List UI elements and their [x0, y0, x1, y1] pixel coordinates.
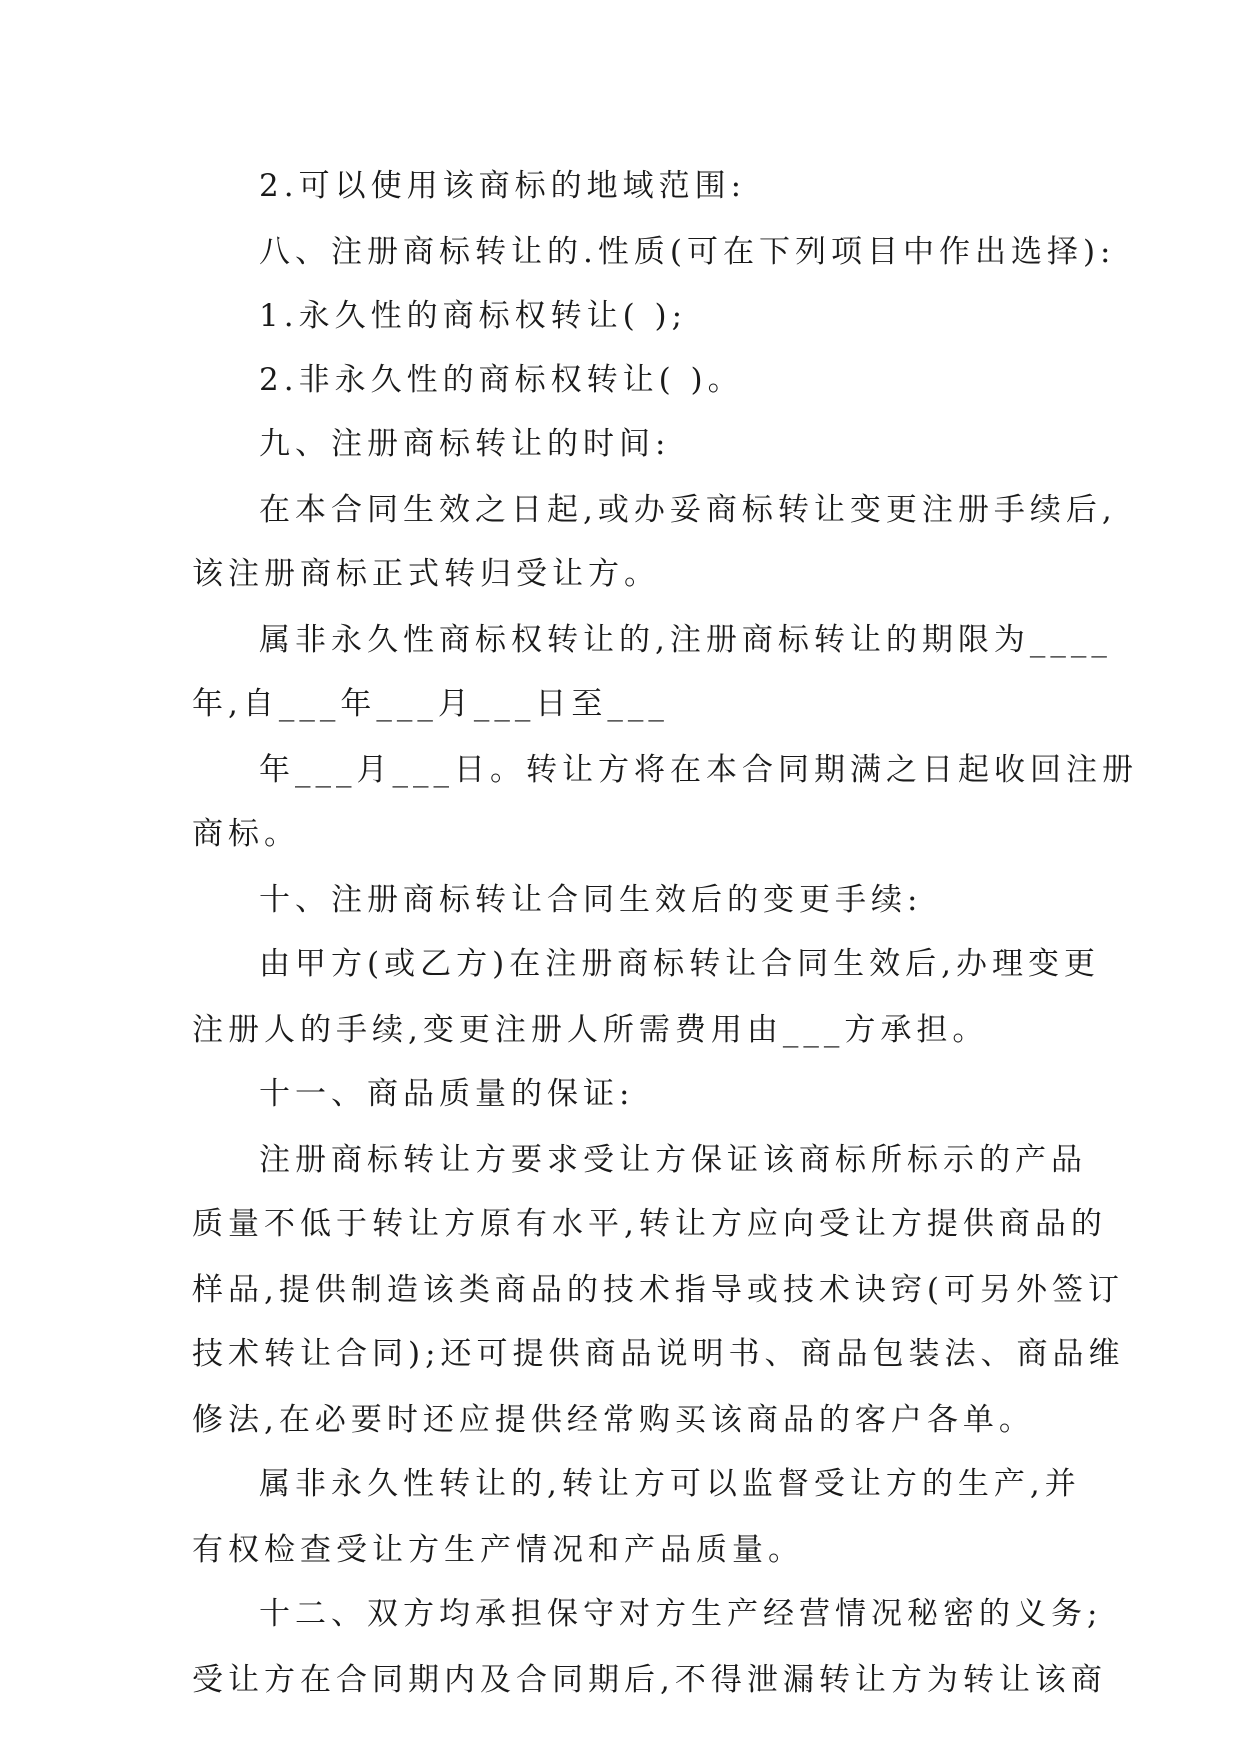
- text-line: 年,自___年___月___日至___: [192, 686, 669, 722]
- text-line: 商标。: [192, 816, 300, 852]
- section-heading: 八、注册商标转让的.性质(可在下列项目中作出选择):: [259, 234, 1116, 270]
- text-line: 受让方在合同期内及合同期后,不得泄漏转让方为转让该商: [192, 1662, 1107, 1698]
- text-line: 2.可以使用该商标的地域范围:: [259, 168, 747, 204]
- text-line: 属非永久性转让的,转让方可以监督受让方的生产,并: [259, 1466, 1081, 1502]
- text-line: 有权检查受让方生产情况和产品质量。: [192, 1532, 804, 1568]
- text-line: 1.永久性的商标权转让( );: [259, 298, 688, 334]
- section-heading: 十二、双方均承担保守对方生产经营情况秘密的义务;: [259, 1596, 1103, 1632]
- text-line: 注册商标转让方要求受让方保证该商标所标示的产品: [259, 1142, 1087, 1178]
- text-line: 由甲方(或乙方)在注册商标转让合同生效后,办理变更: [259, 946, 1101, 982]
- text-line: 该注册商标正式转归受让方。: [192, 556, 660, 592]
- text-line: 属非永久性商标权转让的,注册商标转让的期限为____: [259, 622, 1112, 658]
- section-heading: 十、注册商标转让合同生效后的变更手续:: [259, 882, 923, 918]
- text-line: 修法,在必要时还应提供经常购买该商品的客户各单。: [192, 1402, 1035, 1438]
- section-heading: 九、注册商标转让的时间:: [259, 426, 671, 462]
- text-line: 技术转让合同);还可提供商品说明书、商品包装法、商品维: [192, 1336, 1125, 1372]
- text-line: 年___月___日。转让方将在本合同期满之日起收回注册: [259, 752, 1138, 788]
- text-line: 在本合同生效之日起,或办妥商标转让变更注册手续后,: [259, 492, 1117, 528]
- text-line: 样品,提供制造该类商品的技术指导或技术诀窍(可另外签订: [192, 1272, 1124, 1308]
- section-heading: 十一、商品质量的保证:: [259, 1076, 635, 1112]
- text-line: 质量不低于转让方原有水平,转让方应向受让方提供商品的: [192, 1206, 1107, 1242]
- text-line: 2.非永久性的商标权转让( )。: [259, 362, 744, 398]
- text-line: 注册人的手续,变更注册人所需费用由___方承担。: [192, 1012, 989, 1048]
